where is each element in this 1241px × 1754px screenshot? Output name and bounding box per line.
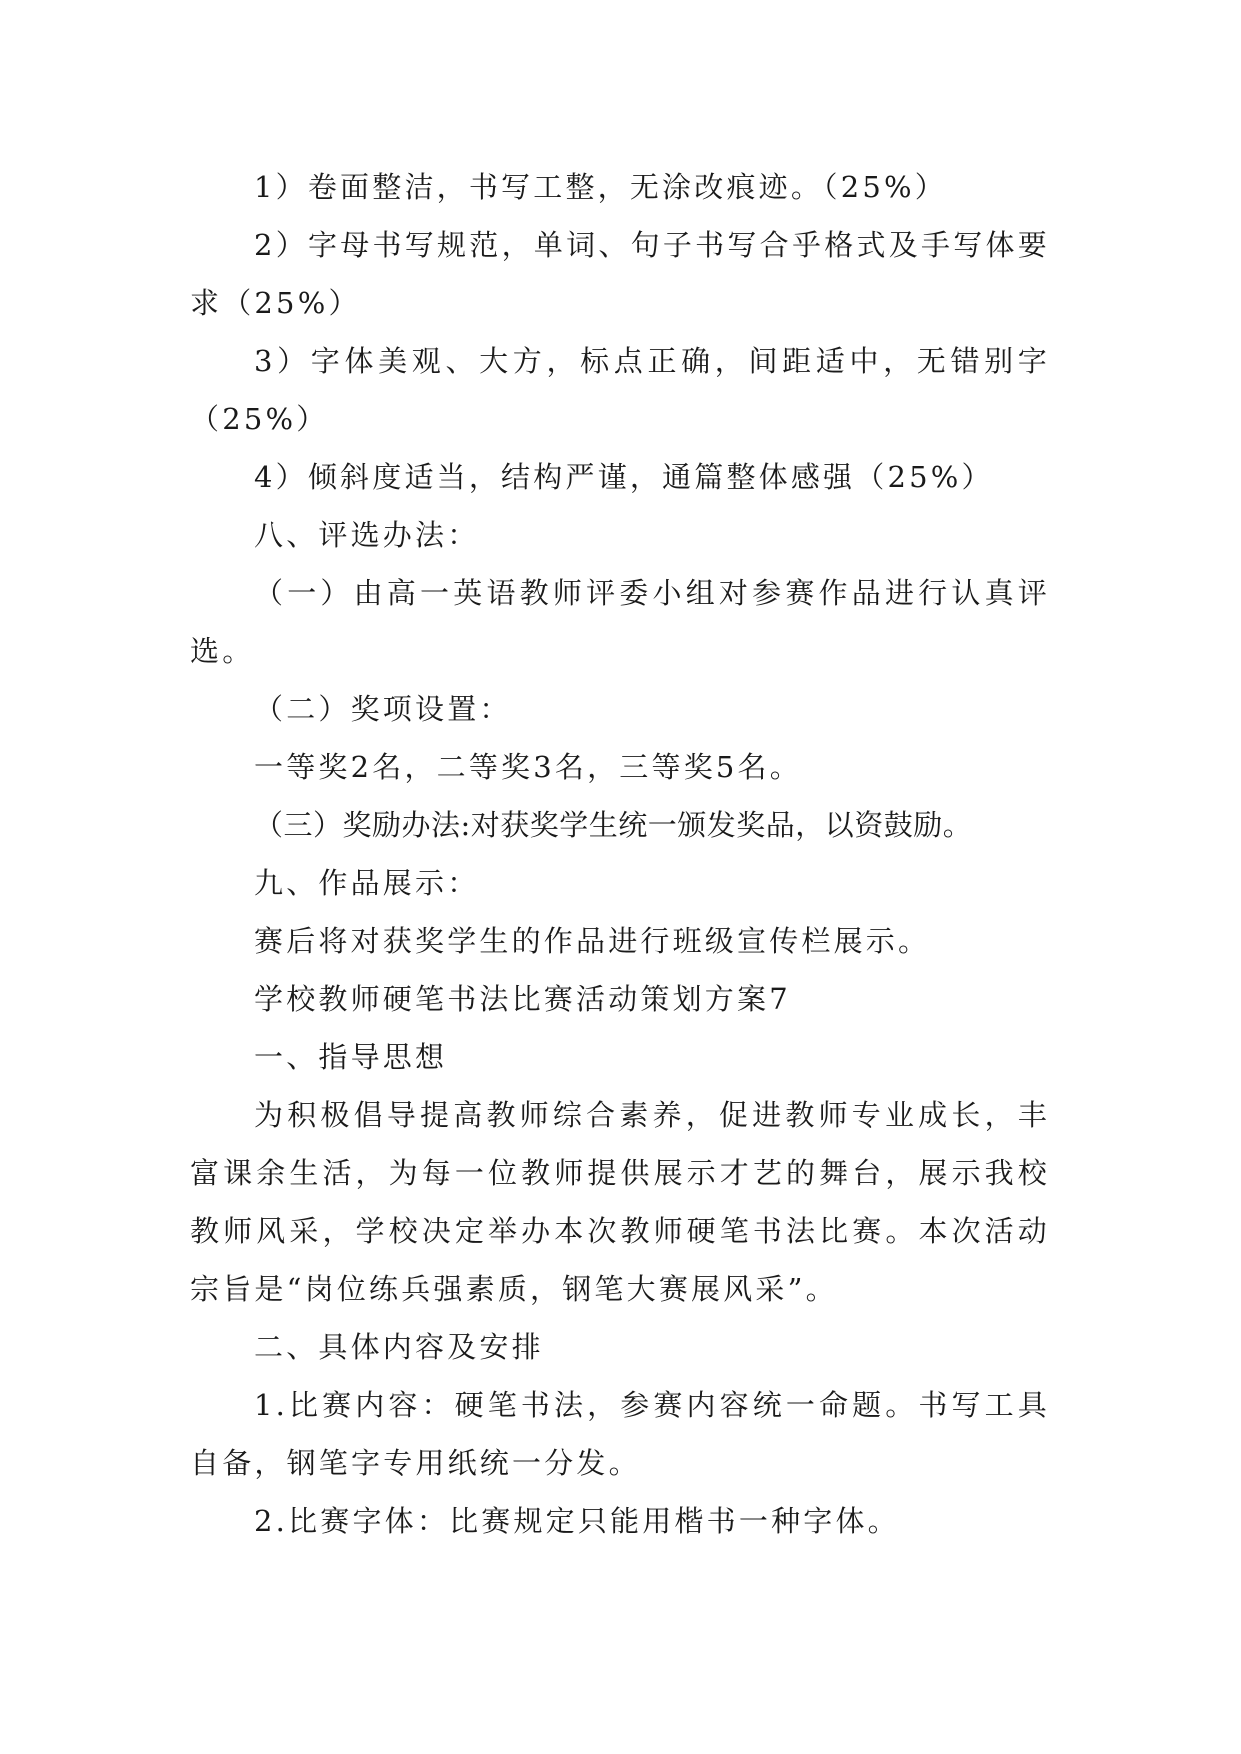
section-heading-evaluation: 八、评选办法： <box>254 518 480 552</box>
plan-title: 学校教师硬笔书法比赛活动策划方案7 <box>254 982 791 1016</box>
evaluation-item-1: （一）由高一英语教师评委小组对参赛作品进行认真评选。 <box>190 576 1050 668</box>
criterion-3: 3）字体美观、大方，标点正确，间距适中，无错别字（25%） <box>190 344 1050 436</box>
section-heading-content: 二、具体内容及安排 <box>254 1330 544 1364</box>
criterion-2: 2）字母书写规范，单词、句子书写合乎格式及手写体要求（25%） <box>190 228 1050 320</box>
content-item-2: 2.比赛字体：比赛规定只能用楷书一种字体。 <box>254 1504 900 1538</box>
section-heading-guidance: 一、指导思想 <box>254 1040 448 1074</box>
section-heading-display: 九、作品展示： <box>254 866 480 900</box>
evaluation-item-3: （三）奖励办法:对获奖学生统一颁发奖品，以资鼓励。 <box>254 808 973 842</box>
guidance-text: 为积极倡导提高教师综合素养，促进教师专业成长，丰富课余生活，为每一位教师提供展示才艺的舞台，展示我校教师风采，学校决定举办本次教师硬笔书法比赛。本次活动宗旨是“岗位练兵强素质，钢笔大赛展风采”。 <box>190 1098 1050 1306</box>
criterion-4: 4）倾斜度适当，结构严谨，通篇整体感强（25%） <box>254 460 994 494</box>
content-item-1: 1.比赛内容：硬笔书法，参赛内容统一命题。书写工具自备，钢笔字专用纸统一分发。 <box>190 1388 1050 1480</box>
evaluation-item-2: （二）奖项设置： <box>254 692 512 726</box>
criterion-1: 1）卷面整洁，书写工整，无涂改痕迹。（25%） <box>254 170 948 204</box>
display-text: 赛后将对获奖学生的作品进行班级宣传栏展示。 <box>254 924 931 958</box>
award-counts: 一等奖2名，二等奖3名，三等奖5名。 <box>254 750 802 784</box>
document-body <box>190 158 1050 1550</box>
